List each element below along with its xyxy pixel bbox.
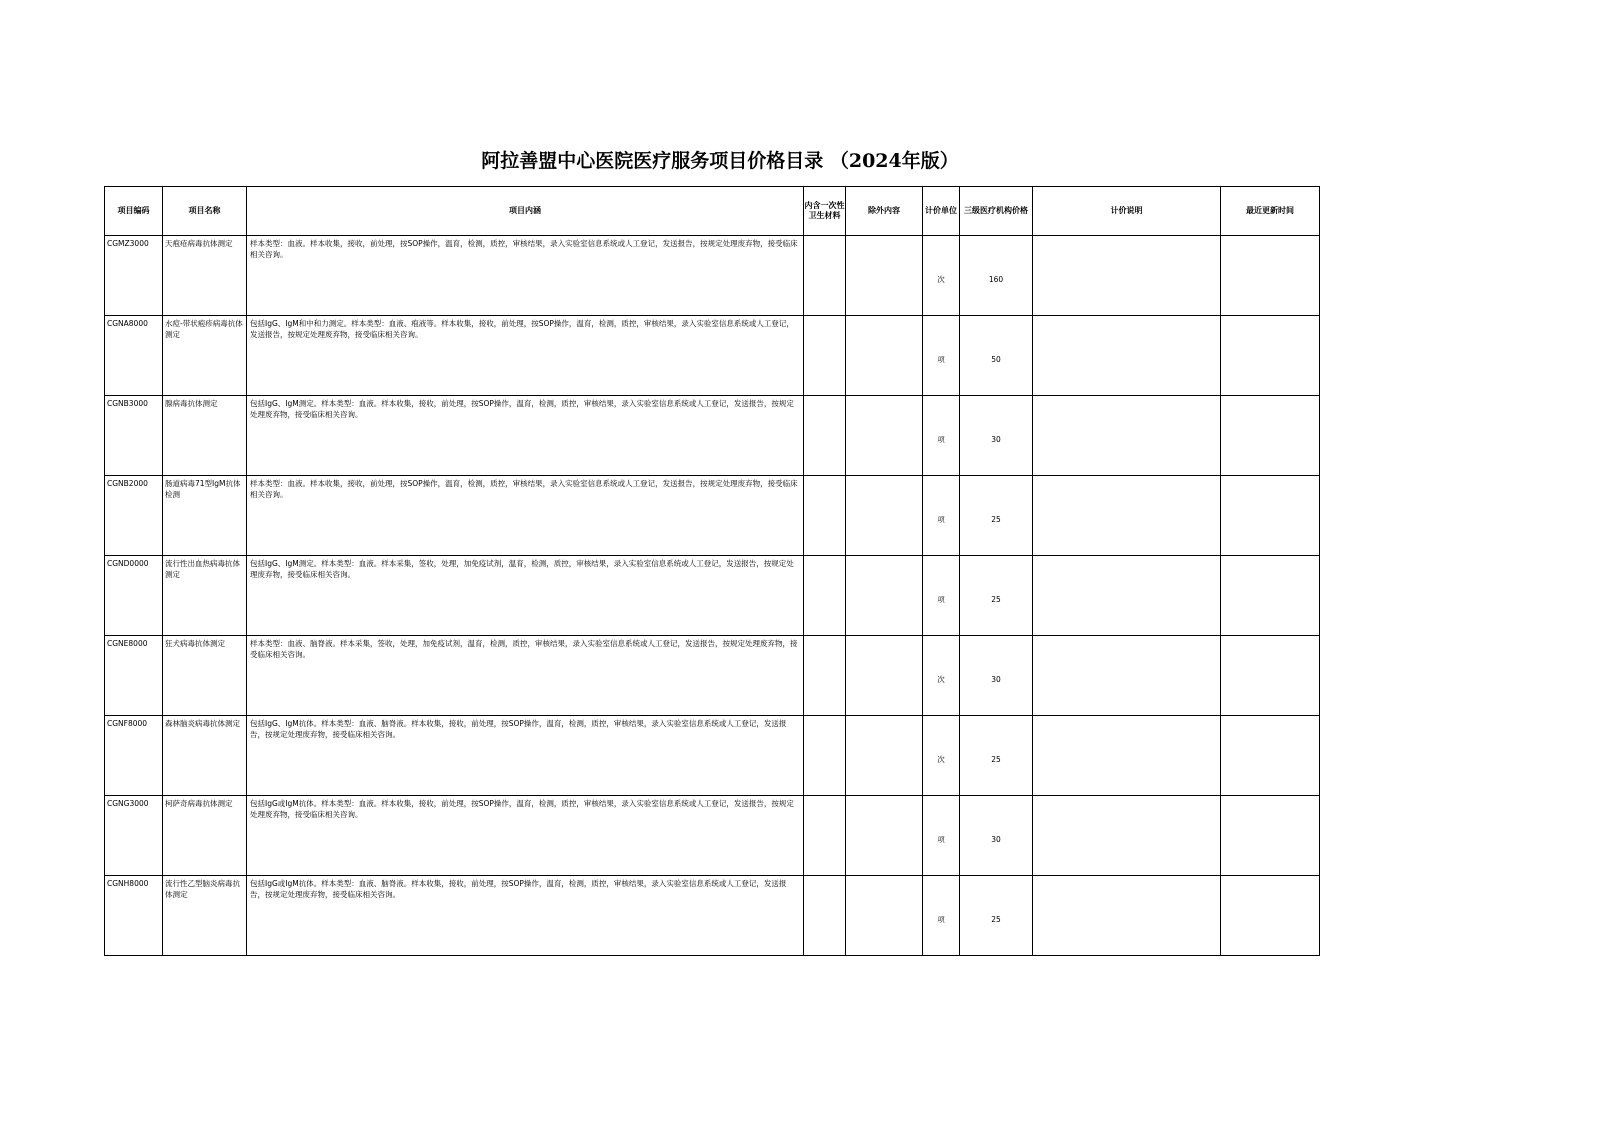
cell-name: 流行性乙型脑炎病毒抗体测定 <box>163 876 247 956</box>
cell-unit-text: 次 <box>937 755 945 764</box>
cell-unit <box>923 796 960 876</box>
cell-name: 森林脑炎病毒抗体测定 <box>163 716 247 796</box>
table-row <box>105 556 1320 636</box>
cell-excluded <box>846 716 923 796</box>
cell-code: CGNB2000 <box>105 476 163 556</box>
cell-content: 包括IgG、IgM抗体。样本类型：血液、脑脊液。样本收集，接收，前处理，按SOP操作，温育，检测，质控，审核结果，录入实验室信息系统或人工登记，发送报告，按规定处理废弃物，接受临床相关咨询。 <box>247 716 804 796</box>
header-updated: 最近更新时间 <box>1221 187 1320 236</box>
cell-price <box>960 476 1033 556</box>
cell-price-text: 25 <box>991 515 1001 524</box>
cell-excluded <box>846 556 923 636</box>
cell-notes <box>1033 236 1221 316</box>
cell-unit <box>923 396 960 476</box>
cell-content: 包括IgG、IgM测定。样本类型：血液。样本采集，签收，处理，加免疫试剂，温育，检测，质控，审核结果，录入实验室信息系统或人工登记，发送报告，按规定处理废弃物，接受临床相关咨询。 <box>247 556 804 636</box>
cell-code: CGNB3000 <box>105 396 163 476</box>
cell-updated <box>1221 716 1320 796</box>
cell-materials <box>804 236 846 316</box>
cell-unit-text: 项 <box>937 355 945 364</box>
cell-materials <box>804 636 846 716</box>
cell-price <box>960 556 1033 636</box>
cell-content: 样本类型：血液。样本收集，接收，前处理，按SOP操作，温育，检测，质控，审核结果，录入实验室信息系统或人工登记，发送报告，按规定处理废弃物，接受临床相关咨询。 <box>247 476 804 556</box>
cell-price-text: 25 <box>991 755 1001 764</box>
header-materials: 内含一次性卫生材料 <box>804 187 846 236</box>
cell-unit <box>923 236 960 316</box>
cell-unit-text: 项 <box>937 835 945 844</box>
cell-notes <box>1033 636 1221 716</box>
cell-price-text: 25 <box>991 595 1001 604</box>
cell-code: CGNF8000 <box>105 716 163 796</box>
page-title: 阿拉善盟中心医院医疗服务项目价格目录 （2024年版） <box>481 150 959 172</box>
cell-updated <box>1221 236 1320 316</box>
cell-materials <box>804 316 846 396</box>
cell-notes <box>1033 796 1221 876</box>
cell-unit <box>923 556 960 636</box>
cell-materials <box>804 716 846 796</box>
cell-unit <box>923 316 960 396</box>
cell-name: 狂犬病毒抗体测定 <box>163 636 247 716</box>
header-name: 项目名称 <box>163 187 247 236</box>
cell-unit <box>923 876 960 956</box>
cell-unit-text: 次 <box>937 675 945 684</box>
cell-notes <box>1033 396 1221 476</box>
cell-price-text: 30 <box>991 435 1001 444</box>
cell-excluded <box>846 396 923 476</box>
header-code: 项目编码 <box>105 187 163 236</box>
cell-unit <box>923 636 960 716</box>
cell-notes <box>1033 876 1221 956</box>
header-notes: 计价说明 <box>1033 187 1221 236</box>
cell-price-text: 25 <box>991 915 1001 924</box>
cell-excluded <box>846 636 923 716</box>
cell-updated <box>1221 636 1320 716</box>
cell-price-text: 30 <box>991 835 1001 844</box>
cell-price-text: 50 <box>991 355 1001 364</box>
cell-materials <box>804 396 846 476</box>
table-row <box>105 476 1320 556</box>
cell-price-text: 30 <box>991 675 1001 684</box>
cell-unit-text: 项 <box>937 595 945 604</box>
cell-name: 水痘-带状疱疹病毒抗体测定 <box>163 316 247 396</box>
cell-updated <box>1221 396 1320 476</box>
table-row <box>105 316 1320 396</box>
cell-name: 柯萨奇病毒抗体测定 <box>163 796 247 876</box>
cell-updated <box>1221 876 1320 956</box>
cell-excluded <box>846 476 923 556</box>
table-header-row <box>105 187 1320 236</box>
header-content: 项目内涵 <box>247 187 804 236</box>
cell-price <box>960 716 1033 796</box>
cell-name: 天疱疮病毒抗体测定 <box>163 236 247 316</box>
cell-code: CGNH8000 <box>105 876 163 956</box>
cell-notes <box>1033 716 1221 796</box>
cell-updated <box>1221 556 1320 636</box>
cell-name: 腺病毒抗体测定 <box>163 396 247 476</box>
table-row <box>105 396 1320 476</box>
cell-content: 包括IgG或IgM抗体。样本类型：血液。样本收集，接收，前处理，按SOP操作，温育，检测，质控，审核结果，录入实验室信息系统或人工登记，发送报告，按规定处理废弃物，接受临床相关咨询。 <box>247 796 804 876</box>
header-price: 三级医疗机构价格 <box>960 187 1033 236</box>
table-row <box>105 716 1320 796</box>
cell-materials <box>804 796 846 876</box>
price-table <box>104 186 1320 956</box>
cell-updated <box>1221 476 1320 556</box>
cell-materials <box>804 476 846 556</box>
cell-price <box>960 876 1033 956</box>
cell-code: CGNA8000 <box>105 316 163 396</box>
cell-excluded <box>846 316 923 396</box>
cell-notes <box>1033 316 1221 396</box>
cell-updated <box>1221 316 1320 396</box>
table-row <box>105 636 1320 716</box>
cell-price <box>960 796 1033 876</box>
cell-price <box>960 636 1033 716</box>
cell-code: CGMZ3000 <box>105 236 163 316</box>
cell-notes <box>1033 476 1221 556</box>
cell-content: 包括IgG、IgM和中和力测定。样本类型：血液、疱液等。样本收集，接收，前处理，按SOP操作，温育，检测，质控，审核结果，录入实验室信息系统或人工登记，发送报告，按规定处理废弃物，接受临床相关咨询。 <box>247 316 804 396</box>
table-row <box>105 876 1320 956</box>
cell-unit <box>923 716 960 796</box>
cell-price <box>960 236 1033 316</box>
cell-unit-text: 次 <box>937 275 945 284</box>
cell-excluded <box>846 236 923 316</box>
cell-materials <box>804 556 846 636</box>
cell-content: 样本类型：血液、脑脊液。样本采集，签收，处理，加免疫试剂，温育，检测，质控，审核结果，录入实验室信息系统或人工登记，发送报告，按规定处理废弃物，接受临床相关咨询。 <box>247 636 804 716</box>
cell-price <box>960 396 1033 476</box>
cell-unit <box>923 476 960 556</box>
cell-unit-text: 项 <box>937 915 945 924</box>
header-unit: 计价单位 <box>923 187 960 236</box>
cell-code: CGNG3000 <box>105 796 163 876</box>
cell-content: 包括IgG或IgM抗体。样本类型：血液、脑脊液。样本收集，接收，前处理，按SOP操作，温育，检测，质控，审核结果，录入实验室信息系统或人工登记，发送报告，按规定处理废弃物，接受临床相关咨询。 <box>247 876 804 956</box>
cell-excluded <box>846 876 923 956</box>
header-excluded: 除外内容 <box>846 187 923 236</box>
cell-code: CGNE8000 <box>105 636 163 716</box>
cell-excluded <box>846 796 923 876</box>
cell-notes <box>1033 556 1221 636</box>
table-row <box>105 796 1320 876</box>
cell-price-text: 160 <box>988 275 1004 284</box>
cell-price <box>960 316 1033 396</box>
cell-code: CGND0000 <box>105 556 163 636</box>
cell-name: 流行性出血热病毒抗体测定 <box>163 556 247 636</box>
cell-name: 肠道病毒71型IgM抗体检测 <box>163 476 247 556</box>
cell-unit-text: 项 <box>937 435 945 444</box>
cell-unit-text: 项 <box>937 515 945 524</box>
cell-content: 样本类型：血液。样本收集，接收，前处理，按SOP操作，温育，检测，质控，审核结果，录入实验室信息系统或人工登记，发送报告，按规定处理废弃物，接受临床相关咨询。 <box>247 236 804 316</box>
cell-updated <box>1221 796 1320 876</box>
cell-content: 包括IgG、IgM测定。样本类型：血液。样本收集，接收，前处理，按SOP操作，温育，检测，质控，审核结果，录入实验室信息系统或人工登记，发送报告，按规定处理废弃物，接受临床相关咨询。 <box>247 396 804 476</box>
cell-materials <box>804 876 846 956</box>
table-row <box>105 236 1320 316</box>
